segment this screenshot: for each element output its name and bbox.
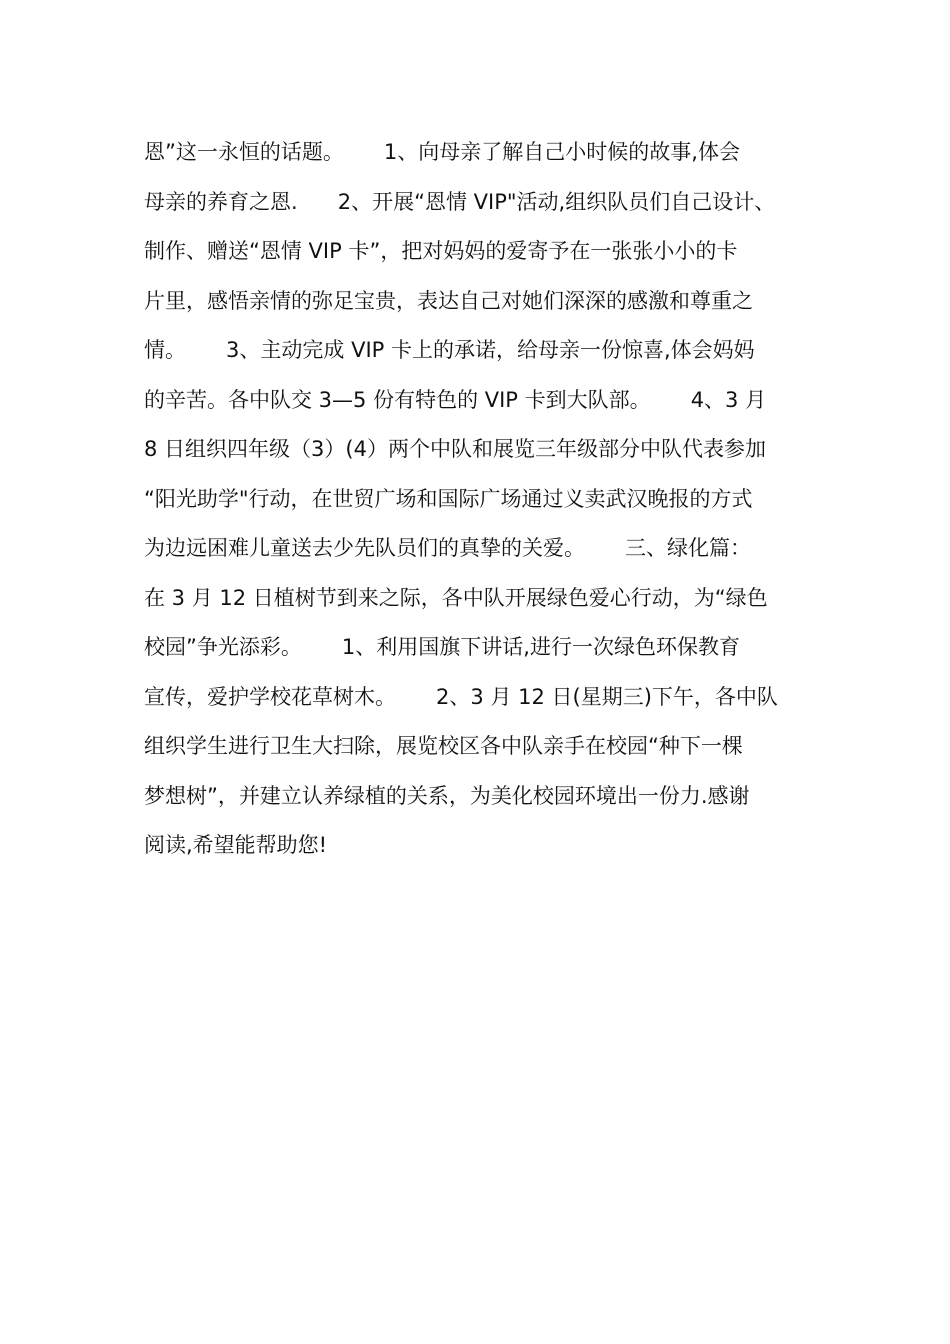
- text-line: 母亲的养育之恩. 2、开展“恩情 VIP"活动,组织队员们自己设计、: [144, 189, 776, 214]
- text-line: 组织学生进行卫生大扫除，展览校区各中队亲手在校园“种下一棵: [144, 734, 743, 758]
- text-line: 制作、赠送“恩情 VIP 卡”，把对妈妈的爱寄予在一张张小小的卡: [144, 239, 738, 263]
- text-line: 的辛苦。各中队交 3—5 份有特色的 VIP 卡到大队部。 4、3 月: [144, 387, 767, 412]
- text-line: 校园”争光添彩。 1、利用国旗下讲话,进行一次绿色环保教育: [144, 635, 740, 659]
- text-line: 阅读,希望能帮助您!: [144, 833, 328, 857]
- text-line: 8 日组织四年级（3）(4）两个中队和展览三年级部分中队代表参加: [144, 437, 766, 461]
- body-text: [144, 128, 834, 871]
- text-line: 情。 3、主动完成 VIP 卡上的承诺，给母亲一份惊喜,体会妈妈: [144, 338, 755, 362]
- text-line: “阳光助学"行动，在世贸广场和国际广场通过义卖武汉晚报的方式: [144, 486, 753, 511]
- text-line: 片里，感悟亲情的弥足宝贵，表达自己对她们深深的感激和尊重之: [144, 288, 753, 313]
- text-line: 宣传，爱护学校花草树木。 2、3 月 12 日(星期三)下午，各中队: [144, 684, 778, 709]
- text-line: 恩”这一永恒的话题。 1、向母亲了解自己小时候的故事,体会: [144, 140, 740, 164]
- text-line: 梦想树”，并建立认养绿植的关系，为美化校园环境出一份力.感谢: [144, 783, 750, 808]
- text-line: 为边远困难儿童送去少先队员们的真挚的关爱。 三、绿化篇：: [144, 536, 752, 560]
- text-line: 在 3 月 12 日植树节到来之际，各中队开展绿色爱心行动，为“绿色: [144, 585, 768, 610]
